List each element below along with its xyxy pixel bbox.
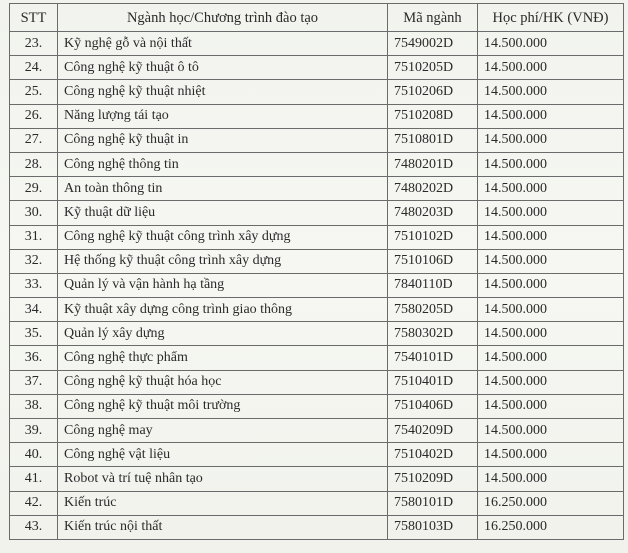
row-tuition-fee: 14.500.000	[478, 32, 624, 56]
row-tuition-fee: 14.500.000	[478, 177, 624, 201]
row-program-code: 7580101D	[388, 491, 478, 515]
row-program-name: Công nghệ kỹ thuật nhiệt	[58, 80, 388, 104]
row-program-code: 7510406D	[388, 394, 478, 418]
row-stt: 40.	[10, 443, 58, 467]
row-tuition-fee: 14.500.000	[478, 322, 624, 346]
row-program-code: 7480203D	[388, 201, 478, 225]
row-program-code: 7580302D	[388, 322, 478, 346]
row-program-code: 7510106D	[388, 249, 478, 273]
row-program-code: 7480201D	[388, 152, 478, 176]
row-program-code: 7510206D	[388, 80, 478, 104]
row-stt: 28.	[10, 152, 58, 176]
row-program-code: 7510801D	[388, 128, 478, 152]
row-program-name: Công nghệ kỹ thuật hóa học	[58, 370, 388, 394]
row-stt: 32.	[10, 249, 58, 273]
row-program-code: 7580205D	[388, 298, 478, 322]
table-row	[10, 467, 624, 491]
row-tuition-fee: 14.500.000	[478, 346, 624, 370]
row-stt: 38.	[10, 394, 58, 418]
row-tuition-fee: 14.500.000	[478, 80, 624, 104]
row-program-name: Công nghệ may	[58, 419, 388, 443]
row-program-name: Quản lý và vận hành hạ tầng	[58, 273, 388, 297]
row-program-name: Công nghệ kỹ thuật ô tô	[58, 56, 388, 80]
row-program-name: Kỹ nghệ gỗ và nội thất	[58, 32, 388, 56]
row-stt: 31.	[10, 225, 58, 249]
table-row	[10, 56, 624, 80]
row-program-code: 7510401D	[388, 370, 478, 394]
table-row	[10, 346, 624, 370]
header-program-name: Ngành học/Chương trình đào tạo	[58, 4, 388, 32]
row-program-name: An toàn thông tin	[58, 177, 388, 201]
table-row	[10, 201, 624, 225]
row-stt: 25.	[10, 80, 58, 104]
row-stt: 34.	[10, 298, 58, 322]
row-stt: 27.	[10, 128, 58, 152]
row-stt: 41.	[10, 467, 58, 491]
table-row	[10, 249, 624, 273]
row-program-code: 7480202D	[388, 177, 478, 201]
row-program-code: 7510402D	[388, 443, 478, 467]
row-tuition-fee: 14.500.000	[478, 467, 624, 491]
row-program-name: Kiến trúc nội thất	[58, 515, 388, 539]
row-stt: 33.	[10, 273, 58, 297]
table-row	[10, 322, 624, 346]
row-tuition-fee: 16.250.000	[478, 491, 624, 515]
row-tuition-fee: 14.500.000	[478, 249, 624, 273]
table-row	[10, 104, 624, 128]
row-stt: 37.	[10, 370, 58, 394]
row-stt: 26.	[10, 104, 58, 128]
row-stt: 43.	[10, 515, 58, 539]
row-tuition-fee: 16.250.000	[478, 515, 624, 539]
row-program-name: Quản lý xây dựng	[58, 322, 388, 346]
header-stt: STT	[10, 4, 58, 32]
row-tuition-fee: 14.500.000	[478, 419, 624, 443]
table-row	[10, 298, 624, 322]
row-stt: 24.	[10, 56, 58, 80]
row-program-code: 7510209D	[388, 467, 478, 491]
row-stt: 23.	[10, 32, 58, 56]
row-program-name: Công nghệ kỹ thuật in	[58, 128, 388, 152]
tuition-fee-table	[9, 3, 624, 540]
row-tuition-fee: 14.500.000	[478, 273, 624, 297]
row-program-name: Kỹ thuật dữ liệu	[58, 201, 388, 225]
row-program-name: Năng lượng tái tạo	[58, 104, 388, 128]
table-row	[10, 32, 624, 56]
table-body	[10, 32, 624, 540]
table-row	[10, 177, 624, 201]
table-row	[10, 128, 624, 152]
row-stt: 29.	[10, 177, 58, 201]
table-row	[10, 273, 624, 297]
row-program-code: 7580103D	[388, 515, 478, 539]
row-tuition-fee: 14.500.000	[478, 56, 624, 80]
table-row	[10, 80, 624, 104]
row-program-code: 7549002D	[388, 32, 478, 56]
row-stt: 36.	[10, 346, 58, 370]
header-tuition-fee: Học phí/HK (VNĐ)	[478, 4, 624, 32]
header-row	[10, 4, 624, 32]
row-tuition-fee: 14.500.000	[478, 104, 624, 128]
table-row	[10, 370, 624, 394]
table-row	[10, 152, 624, 176]
row-tuition-fee: 14.500.000	[478, 152, 624, 176]
row-stt: 39.	[10, 419, 58, 443]
row-tuition-fee: 14.500.000	[478, 201, 624, 225]
header-program-code: Mã ngành	[388, 4, 478, 32]
row-program-code: 7510208D	[388, 104, 478, 128]
row-program-name: Hệ thống kỹ thuật công trình xây dựng	[58, 249, 388, 273]
row-program-code: 7540209D	[388, 419, 478, 443]
row-program-name: Công nghệ thực phẩm	[58, 346, 388, 370]
row-program-name: Robot và trí tuệ nhân tạo	[58, 467, 388, 491]
row-program-name: Công nghệ vật liệu	[58, 443, 388, 467]
row-tuition-fee: 14.500.000	[478, 394, 624, 418]
row-program-code: 7540101D	[388, 346, 478, 370]
table-row	[10, 515, 624, 539]
row-program-name: Công nghệ kỹ thuật công trình xây dựng	[58, 225, 388, 249]
row-program-code: 7510102D	[388, 225, 478, 249]
table-row	[10, 491, 624, 515]
row-tuition-fee: 14.500.000	[478, 128, 624, 152]
table-row	[10, 394, 624, 418]
table-row	[10, 419, 624, 443]
row-program-name: Kỹ thuật xây dựng công trình giao thông	[58, 298, 388, 322]
row-program-code: 7840110D	[388, 273, 478, 297]
table-header	[10, 4, 624, 32]
row-program-name: Công nghệ thông tin	[58, 152, 388, 176]
row-program-code: 7510205D	[388, 56, 478, 80]
row-tuition-fee: 14.500.000	[478, 225, 624, 249]
row-tuition-fee: 14.500.000	[478, 298, 624, 322]
row-program-name: Công nghệ kỹ thuật môi trường	[58, 394, 388, 418]
row-stt: 30.	[10, 201, 58, 225]
row-stt: 42.	[10, 491, 58, 515]
row-tuition-fee: 14.500.000	[478, 370, 624, 394]
row-tuition-fee: 14.500.000	[478, 443, 624, 467]
table-row	[10, 443, 624, 467]
row-stt: 35.	[10, 322, 58, 346]
table-row	[10, 225, 624, 249]
row-program-name: Kiến trúc	[58, 491, 388, 515]
